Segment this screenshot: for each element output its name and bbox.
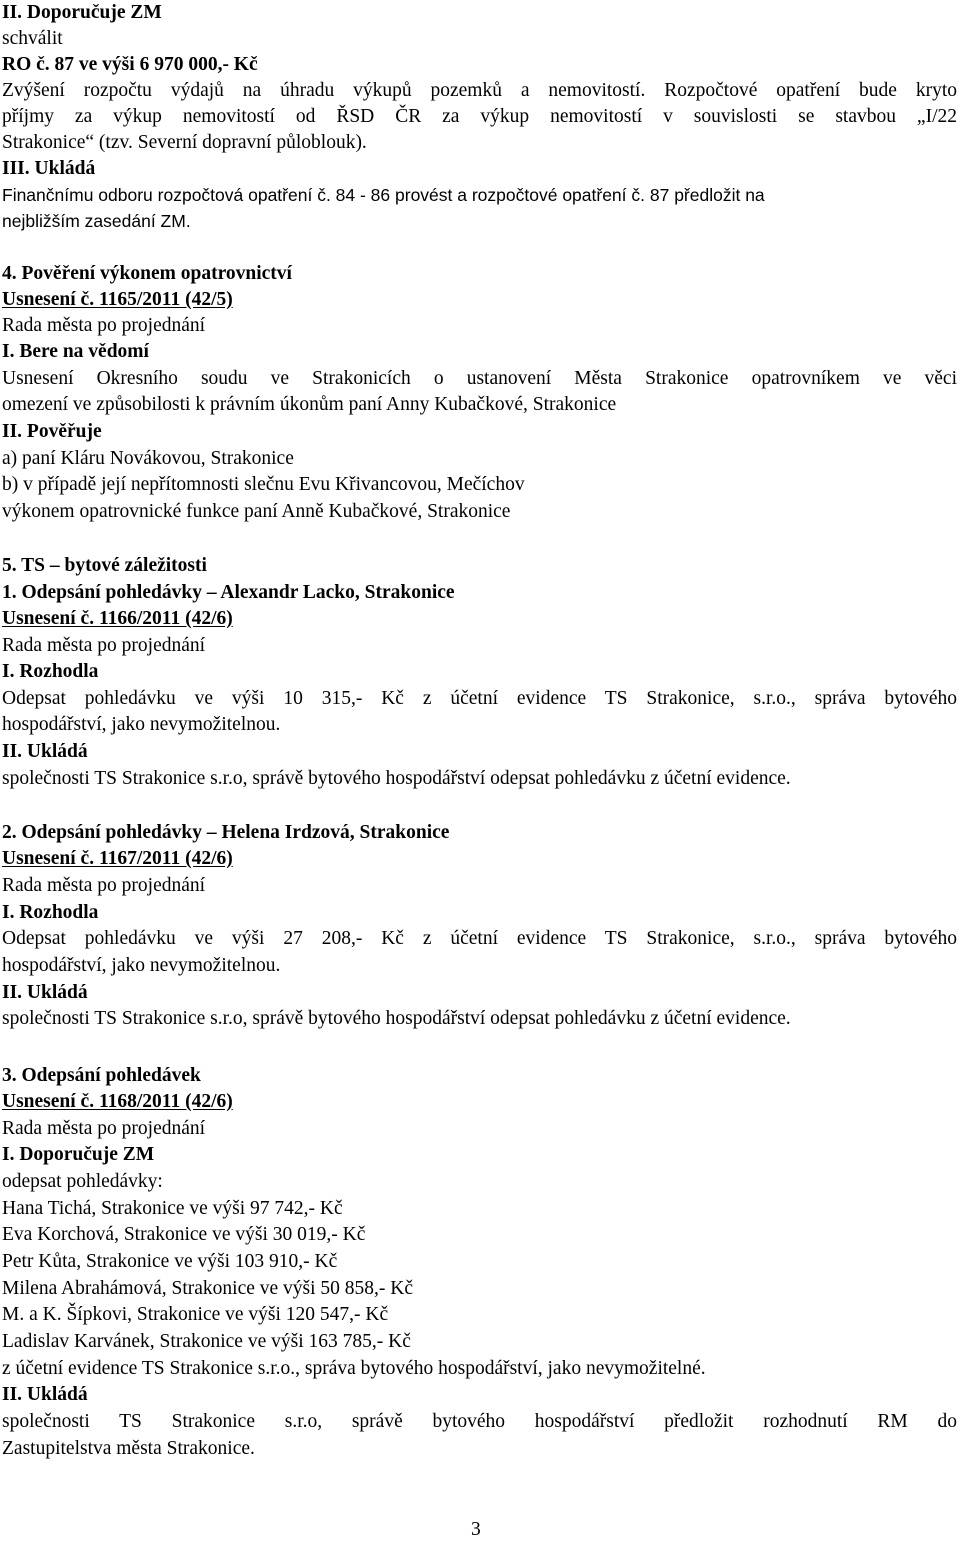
text-line: 4. Pověření výkonem opatrovnictví xyxy=(2,263,292,284)
text-line: Usnesení Okresního soudu ve Strakonicích o ustanovení Města Strakonice opatrovníkem ve věci xyxy=(2,368,957,389)
text-line: Petr Kůta, Strakonice ve výši 103 910,- Kč xyxy=(2,1251,338,1272)
text-line: 2. Odepsání pohledávky – Helena Irdzová, Strakonice xyxy=(2,822,450,843)
text-line: společnosti TS Strakonice s.r.o, správě bytového hospodářství předložit rozhodnutí RM do xyxy=(2,1411,957,1432)
text-line: Finančnímu odboru rozpočtová opatření č. 84 - 86 provést a rozpočtové opatření č. 87 předložit na xyxy=(2,185,765,205)
text-line: hospodářství, jako nevymožitelnou. xyxy=(2,955,281,976)
text-line: II. Ukládá xyxy=(2,1384,88,1405)
text-line: odepsat pohledávky: xyxy=(2,1171,163,1192)
text-line: Rada města po projednání xyxy=(2,315,206,336)
text-line: Hana Tichá, Strakonice ve výši 97 742,- Kč xyxy=(2,1198,343,1219)
text-line: Strakonice“ (tzv. Severní dopravní půloblouk). xyxy=(2,132,367,153)
text-line: II. Ukládá xyxy=(2,741,88,762)
text-line: nejbližším zasedání ZM. xyxy=(2,211,191,231)
text-line: 1. Odepsání pohledávky – Alexandr Lacko, Strakonice xyxy=(2,582,455,603)
text-line: Eva Korchová, Strakonice ve výši 30 019,- Kč xyxy=(2,1224,366,1245)
text-line: 5. TS – bytové záležitosti xyxy=(2,555,207,576)
text-line: 3. Odepsání pohledávek xyxy=(2,1065,201,1086)
text-line: Rada města po projednání xyxy=(2,1118,206,1139)
text-line: Odepsat pohledávku ve výši 10 315,- Kč z účetní evidence TS Strakonice, s.r.o., správa bytového xyxy=(2,688,957,709)
text-line: I. Doporučuje ZM xyxy=(2,1144,155,1165)
text-line: Usnesení č. 1168/2011 (42/6) xyxy=(2,1091,233,1112)
text-line: I. Rozhodla xyxy=(2,902,99,923)
text-line: Usnesení č. 1165/2011 (42/5) xyxy=(2,289,233,310)
text-line: společnosti TS Strakonice s.r.o, správě bytového hospodářství odepsat pohledávku z účetní evidence. xyxy=(2,1008,791,1029)
text-line: a) paní Kláru Novákovou, Strakonice xyxy=(2,448,294,469)
text-line: omezení ve způsobilosti k právním úkonům paní Anny Kubačkové, Strakonice xyxy=(2,394,617,415)
text-line: výkonem opatrovnické funkce paní Anně Kubačkové, Strakonice xyxy=(2,501,511,522)
text-line: I. Rozhodla xyxy=(2,661,99,682)
text-line: společnosti TS Strakonice s.r.o, správě bytového hospodářství odepsat pohledávku z účetní evidence. xyxy=(2,768,791,789)
text-line: Rada města po projednání xyxy=(2,635,206,656)
text-line: Zvýšení rozpočtu výdajů na úhradu výkupů pozemků a nemovitostí. Rozpočtové opatření bude kryto xyxy=(2,80,957,101)
text-line: Usnesení č. 1167/2011 (42/6) xyxy=(2,848,233,869)
text-line: z účetní evidence TS Strakonice s.r.o., správa bytového hospodářství, jako nevymožitelné. xyxy=(2,1358,706,1379)
text-line: II. Doporučuje ZM xyxy=(2,2,162,23)
text-line: Rada města po projednání xyxy=(2,875,206,896)
text-line: RO č. 87 ve výši 6 970 000,- Kč xyxy=(2,54,258,75)
text-line: Odepsat pohledávku ve výši 27 208,- Kč z účetní evidence TS Strakonice, s.r.o., správa bytového xyxy=(2,928,957,949)
text-line: III. Ukládá xyxy=(2,158,96,179)
text-line: Usnesení č. 1166/2011 (42/6) xyxy=(2,608,233,629)
text-line: II. Pověřuje xyxy=(2,421,102,442)
text-line: příjmy za výkup nemovitostí od ŘSD ČR za výkup nemovitostí v souvislosti se stavbou „I/22 xyxy=(2,106,957,127)
text-line: b) v případě její nepřítomnosti slečnu Evu Křivancovou, Mečíchov xyxy=(2,474,525,495)
text-line: M. a K. Šípkovi, Strakonice ve výši 120 547,- Kč xyxy=(2,1304,389,1325)
text-line: II. Ukládá xyxy=(2,982,88,1003)
text-line: hospodářství, jako nevymožitelnou. xyxy=(2,714,281,735)
text-line: I. Bere na vědomí xyxy=(2,341,149,362)
text-line: Milena Abrahámová, Strakonice ve výši 50 858,- Kč xyxy=(2,1278,414,1299)
text-line: Ladislav Karvánek, Strakonice ve výši 163 785,- Kč xyxy=(2,1331,411,1352)
text-line: Zastupitelstva města Strakonice. xyxy=(2,1438,255,1459)
page-number: 3 xyxy=(471,1519,481,1540)
text-line: schválit xyxy=(2,28,63,49)
